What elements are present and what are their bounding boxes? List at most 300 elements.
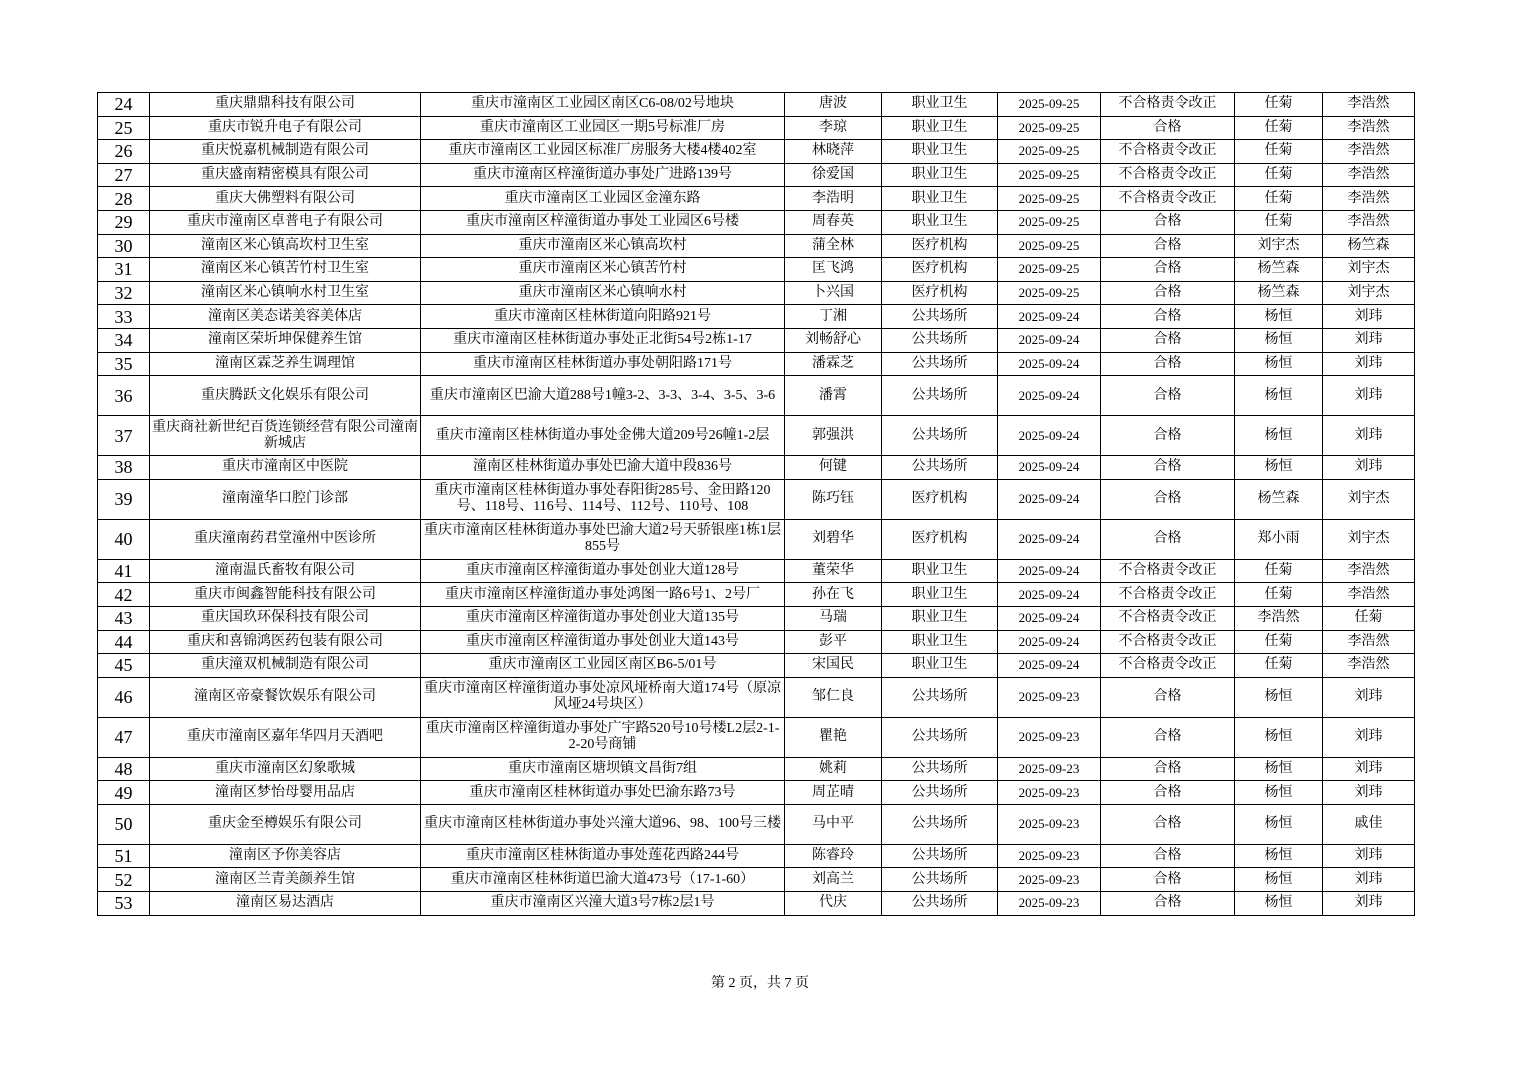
inspector-1-cell: 杨恒 xyxy=(1235,868,1323,892)
legal-representative-cell: 邹仁良 xyxy=(785,677,882,717)
address-cell: 重庆市潼南区塘坝镇文昌街7组 xyxy=(421,757,785,781)
category-cell: 医疗机构 xyxy=(882,281,998,305)
category-cell: 公共场所 xyxy=(882,717,998,757)
address-cell: 重庆市潼南区桂林街道办事处正北街54号2栋1-17 xyxy=(421,328,785,352)
row-number-cell: 29 xyxy=(98,210,150,234)
inspector-2-cell: 杨竺森 xyxy=(1323,234,1415,258)
inspector-1-cell: 杨恒 xyxy=(1235,892,1323,916)
inspector-1-cell: 杨恒 xyxy=(1235,757,1323,781)
result-cell: 合格 xyxy=(1101,328,1235,352)
address-cell: 重庆市潼南区工业园区南区B6-5/01号 xyxy=(421,654,785,678)
row-number-cell: 36 xyxy=(98,376,150,416)
inspector-2-cell: 李浩然 xyxy=(1323,140,1415,164)
table-row xyxy=(98,479,1415,519)
inspection-date-cell: 2025-09-24 xyxy=(998,305,1101,329)
inspector-1-cell: 任菊 xyxy=(1235,559,1323,583)
address-cell: 重庆市潼南区桂林街道巴渝大道473号（17-1-60） xyxy=(421,868,785,892)
inspector-1-cell: 刘宇杰 xyxy=(1235,234,1323,258)
inspection-date-cell: 2025-09-23 xyxy=(998,844,1101,868)
row-number-cell: 32 xyxy=(98,281,150,305)
address-cell: 重庆市潼南区梓潼街道办事处鸿图一路6号1、2号厂 xyxy=(421,583,785,607)
address-cell: 重庆市潼南区米心镇高坎村 xyxy=(421,234,785,258)
inspection-date-cell: 2025-09-25 xyxy=(998,187,1101,211)
inspector-2-cell: 李浩然 xyxy=(1323,559,1415,583)
category-cell: 职业卫生 xyxy=(882,210,998,234)
inspector-1-cell: 任菊 xyxy=(1235,116,1323,140)
unit-name-cell: 重庆国玖环保科技有限公司 xyxy=(150,606,421,630)
category-cell: 公共场所 xyxy=(882,328,998,352)
category-cell: 公共场所 xyxy=(882,804,998,844)
unit-name-cell: 重庆鼎鼎科技有限公司 xyxy=(150,93,421,117)
inspector-1-cell: 任菊 xyxy=(1235,654,1323,678)
address-cell: 潼南区桂林街道办事处巴渝大道中段836号 xyxy=(421,456,785,480)
table-row xyxy=(98,116,1415,140)
inspector-1-cell: 杨竺森 xyxy=(1235,258,1323,282)
unit-name-cell: 重庆金至樽娱乐有限公司 xyxy=(150,804,421,844)
legal-representative-cell: 彭平 xyxy=(785,630,882,654)
unit-name-cell: 潼南区米心镇高坎村卫生室 xyxy=(150,234,421,258)
inspector-1-cell: 杨恒 xyxy=(1235,376,1323,416)
inspector-1-cell: 杨竺森 xyxy=(1235,281,1323,305)
legal-representative-cell: 宋国民 xyxy=(785,654,882,678)
result-cell: 合格 xyxy=(1101,868,1235,892)
inspection-date-cell: 2025-09-23 xyxy=(998,717,1101,757)
table-row xyxy=(98,606,1415,630)
category-cell: 职业卫生 xyxy=(882,163,998,187)
result-cell: 不合格责令改正 xyxy=(1101,654,1235,678)
table-row xyxy=(98,93,1415,117)
row-number-cell: 44 xyxy=(98,630,150,654)
inspector-2-cell: 李浩然 xyxy=(1323,163,1415,187)
inspector-2-cell: 李浩然 xyxy=(1323,93,1415,117)
inspector-2-cell: 刘玮 xyxy=(1323,376,1415,416)
inspection-date-cell: 2025-09-25 xyxy=(998,258,1101,282)
row-number-cell: 24 xyxy=(98,93,150,117)
result-cell: 合格 xyxy=(1101,717,1235,757)
unit-name-cell: 重庆市闽鑫智能科技有限公司 xyxy=(150,583,421,607)
page-footer: 第 2 页，共 7 页 xyxy=(711,976,809,991)
address-cell: 重庆市潼南区梓潼街道办事处广宇路520号10号楼L2层2-1-2-20号商铺 xyxy=(421,717,785,757)
row-number-cell: 34 xyxy=(98,328,150,352)
table-row xyxy=(98,416,1415,456)
legal-representative-cell: 马中平 xyxy=(785,804,882,844)
row-number-cell: 46 xyxy=(98,677,150,717)
inspector-1-cell: 杨恒 xyxy=(1235,844,1323,868)
result-cell: 合格 xyxy=(1101,844,1235,868)
result-cell: 合格 xyxy=(1101,892,1235,916)
row-number-cell: 35 xyxy=(98,352,150,376)
unit-name-cell: 潼南区美态诺美容美体店 xyxy=(150,305,421,329)
legal-representative-cell: 周芷晴 xyxy=(785,781,882,805)
unit-name-cell: 重庆商社新世纪百货连锁经营有限公司潼南新城店 xyxy=(150,416,421,456)
inspector-1-cell: 任菊 xyxy=(1235,140,1323,164)
legal-representative-cell: 李琼 xyxy=(785,116,882,140)
category-cell: 公共场所 xyxy=(882,844,998,868)
result-cell: 合格 xyxy=(1101,479,1235,519)
result-cell: 合格 xyxy=(1101,804,1235,844)
inspector-1-cell: 杨竺森 xyxy=(1235,479,1323,519)
result-cell: 合格 xyxy=(1101,757,1235,781)
inspection-date-cell: 2025-09-25 xyxy=(998,210,1101,234)
inspection-date-cell: 2025-09-24 xyxy=(998,456,1101,480)
inspection-date-cell: 2025-09-23 xyxy=(998,868,1101,892)
inspector-2-cell: 刘玮 xyxy=(1323,677,1415,717)
address-cell: 重庆市潼南区梓潼街道办事处工业园区6号楼 xyxy=(421,210,785,234)
inspection-date-cell: 2025-09-25 xyxy=(998,140,1101,164)
unit-name-cell: 潼南区米心镇响水村卫生室 xyxy=(150,281,421,305)
inspection-date-cell: 2025-09-24 xyxy=(998,583,1101,607)
category-cell: 公共场所 xyxy=(882,677,998,717)
category-cell: 职业卫生 xyxy=(882,187,998,211)
row-number-cell: 45 xyxy=(98,654,150,678)
category-cell: 公共场所 xyxy=(882,376,998,416)
table-row xyxy=(98,210,1415,234)
legal-representative-cell: 蒲全林 xyxy=(785,234,882,258)
category-cell: 职业卫生 xyxy=(882,93,998,117)
legal-representative-cell: 唐波 xyxy=(785,93,882,117)
legal-representative-cell: 姚莉 xyxy=(785,757,882,781)
legal-representative-cell: 刘高兰 xyxy=(785,868,882,892)
inspector-2-cell: 李浩然 xyxy=(1323,116,1415,140)
legal-representative-cell: 孙在飞 xyxy=(785,583,882,607)
row-number-cell: 27 xyxy=(98,163,150,187)
inspector-2-cell: 李浩然 xyxy=(1323,630,1415,654)
category-cell: 医疗机构 xyxy=(882,234,998,258)
result-cell: 合格 xyxy=(1101,416,1235,456)
inspector-1-cell: 郑小雨 xyxy=(1235,519,1323,559)
row-number-cell: 48 xyxy=(98,757,150,781)
table-row xyxy=(98,258,1415,282)
category-cell: 公共场所 xyxy=(882,757,998,781)
category-cell: 职业卫生 xyxy=(882,654,998,678)
unit-name-cell: 潼南区梦怡母婴用品店 xyxy=(150,781,421,805)
legal-representative-cell: 潘霖芝 xyxy=(785,352,882,376)
table-body xyxy=(98,93,1415,916)
result-cell: 不合格责令改正 xyxy=(1101,187,1235,211)
inspection-date-cell: 2025-09-23 xyxy=(998,677,1101,717)
table-row xyxy=(98,187,1415,211)
legal-representative-cell: 马瑞 xyxy=(785,606,882,630)
inspection-date-cell: 2025-09-25 xyxy=(998,116,1101,140)
category-cell: 职业卫生 xyxy=(882,116,998,140)
legal-representative-cell: 卜兴国 xyxy=(785,281,882,305)
inspection-date-cell: 2025-09-25 xyxy=(998,93,1101,117)
result-cell: 合格 xyxy=(1101,519,1235,559)
inspector-1-cell: 任菊 xyxy=(1235,630,1323,654)
inspector-1-cell: 杨恒 xyxy=(1235,328,1323,352)
category-cell: 公共场所 xyxy=(882,305,998,329)
table-row xyxy=(98,305,1415,329)
inspector-2-cell: 李浩然 xyxy=(1323,583,1415,607)
table-row xyxy=(98,804,1415,844)
result-cell: 不合格责令改正 xyxy=(1101,93,1235,117)
row-number-cell: 50 xyxy=(98,804,150,844)
inspection-date-cell: 2025-09-24 xyxy=(998,606,1101,630)
inspection-date-cell: 2025-09-24 xyxy=(998,630,1101,654)
unit-name-cell: 重庆市潼南区中医院 xyxy=(150,456,421,480)
category-cell: 医疗机构 xyxy=(882,479,998,519)
inspector-2-cell: 刘玮 xyxy=(1323,352,1415,376)
category-cell: 医疗机构 xyxy=(882,519,998,559)
address-cell: 重庆市潼南区桂林街道办事处春阳街285号、金田路120号、118号、116号、114号、112号、110号、108 xyxy=(421,479,785,519)
inspector-2-cell: 刘宇杰 xyxy=(1323,281,1415,305)
row-number-cell: 28 xyxy=(98,187,150,211)
unit-name-cell: 重庆腾跃文化娱乐有限公司 xyxy=(150,376,421,416)
result-cell: 不合格责令改正 xyxy=(1101,606,1235,630)
row-number-cell: 52 xyxy=(98,868,150,892)
table-row xyxy=(98,677,1415,717)
legal-representative-cell: 瞿艳 xyxy=(785,717,882,757)
legal-representative-cell: 代庆 xyxy=(785,892,882,916)
result-cell: 合格 xyxy=(1101,210,1235,234)
address-cell: 重庆市潼南区桂林街道办事处巴渝大道2号天骄银座1栋1层855号 xyxy=(421,519,785,559)
inspection-date-cell: 2025-09-25 xyxy=(998,163,1101,187)
category-cell: 公共场所 xyxy=(882,456,998,480)
row-number-cell: 47 xyxy=(98,717,150,757)
unit-name-cell: 重庆和喜锦鸿医药包装有限公司 xyxy=(150,630,421,654)
inspector-2-cell: 刘玮 xyxy=(1323,757,1415,781)
result-cell: 合格 xyxy=(1101,781,1235,805)
result-cell: 合格 xyxy=(1101,258,1235,282)
address-cell: 重庆市潼南区桂林街道向阳路921号 xyxy=(421,305,785,329)
table-row xyxy=(98,757,1415,781)
inspector-1-cell: 杨恒 xyxy=(1235,781,1323,805)
inspector-1-cell: 李浩然 xyxy=(1235,606,1323,630)
unit-name-cell: 重庆潼双机械制造有限公司 xyxy=(150,654,421,678)
row-number-cell: 42 xyxy=(98,583,150,607)
result-cell: 合格 xyxy=(1101,305,1235,329)
address-cell: 重庆市潼南区梓潼街道办事处创业大道128号 xyxy=(421,559,785,583)
table-row xyxy=(98,781,1415,805)
inspector-1-cell: 杨恒 xyxy=(1235,717,1323,757)
inspector-2-cell: 刘玮 xyxy=(1323,781,1415,805)
category-cell: 职业卫生 xyxy=(882,606,998,630)
inspector-2-cell: 刘玮 xyxy=(1323,844,1415,868)
unit-name-cell: 潼南区帝豪餐饮娱乐有限公司 xyxy=(150,677,421,717)
unit-name-cell: 重庆市潼南区幻象歌城 xyxy=(150,757,421,781)
inspector-2-cell: 刘宇杰 xyxy=(1323,519,1415,559)
legal-representative-cell: 陈巧钰 xyxy=(785,479,882,519)
inspection-date-cell: 2025-09-24 xyxy=(998,376,1101,416)
row-number-cell: 43 xyxy=(98,606,150,630)
category-cell: 公共场所 xyxy=(882,352,998,376)
address-cell: 重庆市潼南区米心镇响水村 xyxy=(421,281,785,305)
address-cell: 重庆市潼南区桂林街道办事处巴渝东路73号 xyxy=(421,781,785,805)
table-row xyxy=(98,654,1415,678)
result-cell: 合格 xyxy=(1101,234,1235,258)
inspection-date-cell: 2025-09-24 xyxy=(998,416,1101,456)
inspection-date-cell: 2025-09-25 xyxy=(998,281,1101,305)
result-cell: 合格 xyxy=(1101,456,1235,480)
inspector-1-cell: 杨恒 xyxy=(1235,416,1323,456)
address-cell: 重庆市潼南区梓潼街道办事处凉风垭桥南大道174号（原凉风垭24号块区） xyxy=(421,677,785,717)
inspector-2-cell: 刘玮 xyxy=(1323,456,1415,480)
inspection-date-cell: 2025-09-24 xyxy=(998,559,1101,583)
unit-name-cell: 重庆悦嘉机械制造有限公司 xyxy=(150,140,421,164)
unit-name-cell: 潼南区予你美容店 xyxy=(150,844,421,868)
inspection-date-cell: 2025-09-24 xyxy=(998,654,1101,678)
unit-name-cell: 潼南区米心镇苦竹村卫生室 xyxy=(150,258,421,282)
result-cell: 不合格责令改正 xyxy=(1101,559,1235,583)
result-cell: 不合格责令改正 xyxy=(1101,583,1235,607)
table-row xyxy=(98,352,1415,376)
unit-name-cell: 重庆市潼南区卓普电子有限公司 xyxy=(150,210,421,234)
category-cell: 职业卫生 xyxy=(882,140,998,164)
table-row xyxy=(98,717,1415,757)
inspector-1-cell: 任菊 xyxy=(1235,187,1323,211)
category-cell: 职业卫生 xyxy=(882,583,998,607)
inspector-2-cell: 李浩然 xyxy=(1323,187,1415,211)
row-number-cell: 38 xyxy=(98,456,150,480)
unit-name-cell: 潼南区兰青美颜养生馆 xyxy=(150,868,421,892)
unit-name-cell: 重庆大佛塑料有限公司 xyxy=(150,187,421,211)
table-row xyxy=(98,844,1415,868)
row-number-cell: 49 xyxy=(98,781,150,805)
address-cell: 重庆市潼南区梓潼街道办事处创业大道135号 xyxy=(421,606,785,630)
inspector-2-cell: 李浩然 xyxy=(1323,210,1415,234)
inspector-1-cell: 任菊 xyxy=(1235,583,1323,607)
address-cell: 重庆市潼南区梓潼街道办事处广进路139号 xyxy=(421,163,785,187)
legal-representative-cell: 林晓萍 xyxy=(785,140,882,164)
inspector-1-cell: 杨恒 xyxy=(1235,677,1323,717)
unit-name-cell: 潼南潼华口腔门诊部 xyxy=(150,479,421,519)
legal-representative-cell: 何键 xyxy=(785,456,882,480)
inspection-date-cell: 2025-09-23 xyxy=(998,757,1101,781)
inspection-date-cell: 2025-09-25 xyxy=(998,234,1101,258)
inspector-1-cell: 杨恒 xyxy=(1235,456,1323,480)
legal-representative-cell: 李浩明 xyxy=(785,187,882,211)
result-cell: 合格 xyxy=(1101,677,1235,717)
table-row xyxy=(98,163,1415,187)
table-row xyxy=(98,892,1415,916)
result-cell: 不合格责令改正 xyxy=(1101,140,1235,164)
address-cell: 重庆市潼南区桂林街道办事处朝阳路171号 xyxy=(421,352,785,376)
address-cell: 重庆市潼南区梓潼街道办事处创业大道143号 xyxy=(421,630,785,654)
inspector-2-cell: 刘玮 xyxy=(1323,328,1415,352)
category-cell: 公共场所 xyxy=(882,781,998,805)
table-row xyxy=(98,376,1415,416)
unit-name-cell: 潼南区荣圻坤保健养生馆 xyxy=(150,328,421,352)
legal-representative-cell: 丁湘 xyxy=(785,305,882,329)
legal-representative-cell: 郭强洪 xyxy=(785,416,882,456)
inspector-1-cell: 任菊 xyxy=(1235,210,1323,234)
legal-representative-cell: 陈睿玲 xyxy=(785,844,882,868)
table-row xyxy=(98,234,1415,258)
inspector-2-cell: 刘玮 xyxy=(1323,717,1415,757)
inspector-2-cell: 李浩然 xyxy=(1323,654,1415,678)
row-number-cell: 33 xyxy=(98,305,150,329)
address-cell: 重庆市潼南区工业园区金潼东路 xyxy=(421,187,785,211)
table-row xyxy=(98,559,1415,583)
row-number-cell: 30 xyxy=(98,234,150,258)
address-cell: 重庆市潼南区兴潼大道3号7栋2层1号 xyxy=(421,892,785,916)
row-number-cell: 53 xyxy=(98,892,150,916)
address-cell: 重庆市潼南区工业园区一期5号标准厂房 xyxy=(421,116,785,140)
table-row xyxy=(98,519,1415,559)
result-cell: 合格 xyxy=(1101,116,1235,140)
inspector-2-cell: 刘玮 xyxy=(1323,305,1415,329)
legal-representative-cell: 刘碧华 xyxy=(785,519,882,559)
row-number-cell: 31 xyxy=(98,258,150,282)
address-cell: 重庆市潼南区工业园区标准厂房服务大楼4楼402室 xyxy=(421,140,785,164)
inspector-2-cell: 戚佳 xyxy=(1323,804,1415,844)
inspector-2-cell: 刘宇杰 xyxy=(1323,479,1415,519)
unit-name-cell: 潼南温氏畜牧有限公司 xyxy=(150,559,421,583)
inspector-2-cell: 刘玮 xyxy=(1323,892,1415,916)
table-row xyxy=(98,630,1415,654)
inspector-1-cell: 任菊 xyxy=(1235,163,1323,187)
row-number-cell: 25 xyxy=(98,116,150,140)
row-number-cell: 37 xyxy=(98,416,150,456)
legal-representative-cell: 徐爱国 xyxy=(785,163,882,187)
inspector-1-cell: 任菊 xyxy=(1235,93,1323,117)
inspector-2-cell: 刘玮 xyxy=(1323,416,1415,456)
inspection-date-cell: 2025-09-24 xyxy=(998,519,1101,559)
inspector-2-cell: 任菊 xyxy=(1323,606,1415,630)
legal-representative-cell: 刘畅舒心 xyxy=(785,328,882,352)
table-row xyxy=(98,583,1415,607)
inspector-2-cell: 刘宇杰 xyxy=(1323,258,1415,282)
inspector-1-cell: 杨恒 xyxy=(1235,305,1323,329)
inspector-1-cell: 杨恒 xyxy=(1235,804,1323,844)
table-row xyxy=(98,868,1415,892)
address-cell: 重庆市潼南区桂林街道办事处莲花西路244号 xyxy=(421,844,785,868)
legal-representative-cell: 匡飞鸿 xyxy=(785,258,882,282)
address-cell: 重庆市潼南区桂林街道办事处兴潼大道96、98、100号三楼 xyxy=(421,804,785,844)
table-row xyxy=(98,456,1415,480)
inspection-date-cell: 2025-09-24 xyxy=(998,328,1101,352)
result-cell: 不合格责令改正 xyxy=(1101,163,1235,187)
unit-name-cell: 重庆市潼南区嘉年华四月天酒吧 xyxy=(150,717,421,757)
address-cell: 重庆市潼南区桂林街道办事处金佛大道209号26幢1-2层 xyxy=(421,416,785,456)
inspector-2-cell: 刘玮 xyxy=(1323,868,1415,892)
row-number-cell: 41 xyxy=(98,559,150,583)
result-cell: 不合格责令改正 xyxy=(1101,630,1235,654)
row-number-cell: 51 xyxy=(98,844,150,868)
result-cell: 合格 xyxy=(1101,376,1235,416)
unit-name-cell: 重庆盛南精密模具有限公司 xyxy=(150,163,421,187)
row-number-cell: 26 xyxy=(98,140,150,164)
result-cell: 合格 xyxy=(1101,281,1235,305)
legal-representative-cell: 潘霄 xyxy=(785,376,882,416)
inspection-date-cell: 2025-09-24 xyxy=(998,352,1101,376)
address-cell: 重庆市潼南区米心镇苦竹村 xyxy=(421,258,785,282)
category-cell: 职业卫生 xyxy=(882,630,998,654)
unit-name-cell: 重庆市锐升电子有限公司 xyxy=(150,116,421,140)
table-row xyxy=(98,281,1415,305)
inspection-table xyxy=(97,92,1415,916)
address-cell: 重庆市潼南区工业园区南区C6-08/02号地块 xyxy=(421,93,785,117)
legal-representative-cell: 董荣华 xyxy=(785,559,882,583)
category-cell: 公共场所 xyxy=(882,416,998,456)
unit-name-cell: 潼南区易达酒店 xyxy=(150,892,421,916)
inspection-date-cell: 2025-09-23 xyxy=(998,781,1101,805)
category-cell: 公共场所 xyxy=(882,868,998,892)
unit-name-cell: 重庆潼南药君堂潼州中医诊所 xyxy=(150,519,421,559)
category-cell: 职业卫生 xyxy=(882,559,998,583)
result-cell: 合格 xyxy=(1101,352,1235,376)
inspector-1-cell: 杨恒 xyxy=(1235,352,1323,376)
address-cell: 重庆市潼南区巴渝大道288号1幢3-2、3-3、3-4、3-5、3-6 xyxy=(421,376,785,416)
category-cell: 公共场所 xyxy=(882,892,998,916)
row-number-cell: 39 xyxy=(98,479,150,519)
table-row xyxy=(98,140,1415,164)
table-row xyxy=(98,328,1415,352)
inspection-date-cell: 2025-09-24 xyxy=(998,479,1101,519)
inspection-date-cell: 2025-09-23 xyxy=(998,804,1101,844)
legal-representative-cell: 周春英 xyxy=(785,210,882,234)
unit-name-cell: 潼南区霖芝养生调理馆 xyxy=(150,352,421,376)
